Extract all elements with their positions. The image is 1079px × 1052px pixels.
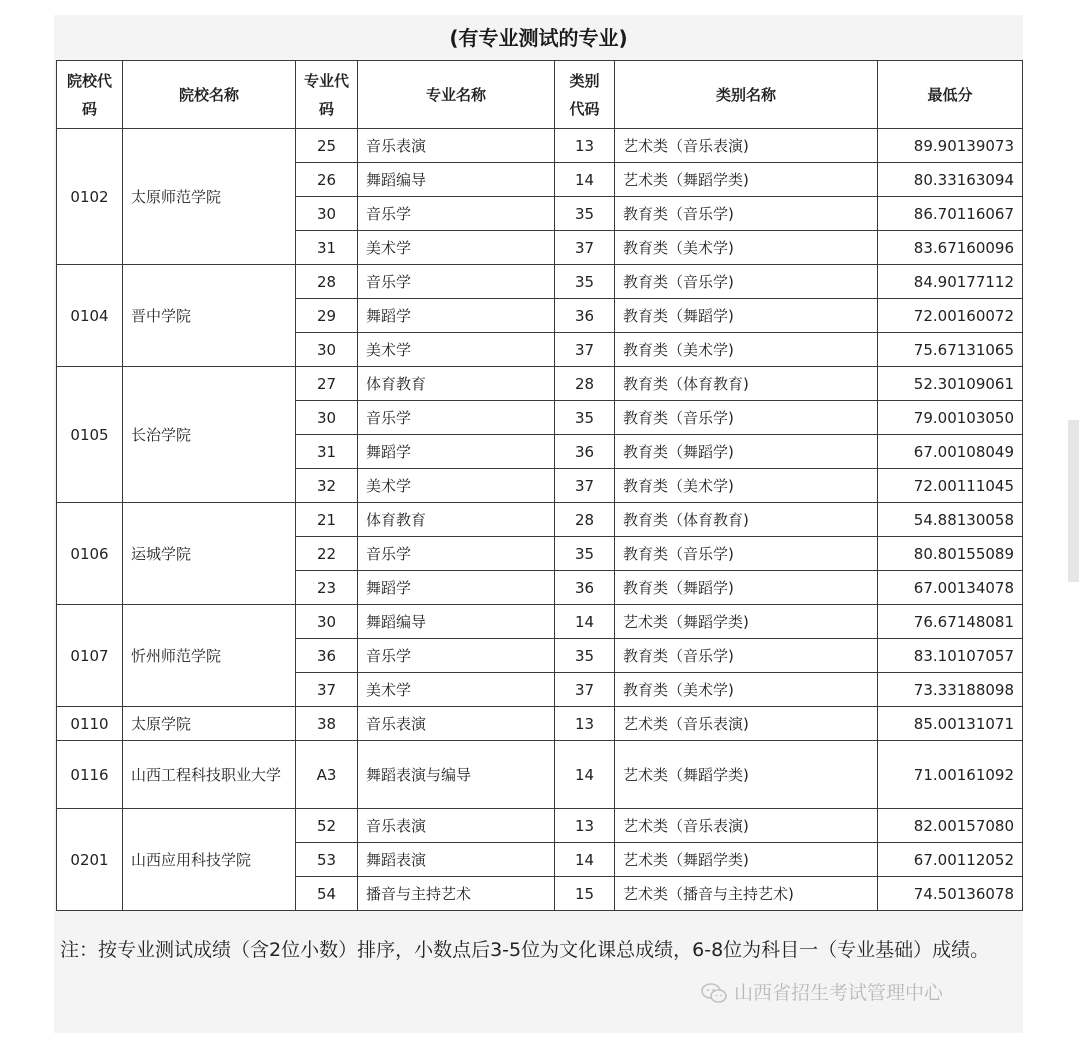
table-row xyxy=(57,707,1023,741)
major-name-cell: 美术学 xyxy=(358,333,555,367)
table-row xyxy=(57,741,1023,809)
category-code-cell: 35 xyxy=(555,639,615,673)
min-score-cell: 80.33163094 xyxy=(878,163,1023,197)
major-code-cell: 30 xyxy=(296,605,358,639)
category-code-cell: 13 xyxy=(555,809,615,843)
major-code-cell: 31 xyxy=(296,435,358,469)
score-table xyxy=(56,60,1023,911)
category-name-cell: 艺术类（播音与主持艺术) xyxy=(615,877,878,911)
min-score-cell: 86.70116067 xyxy=(878,197,1023,231)
major-name-cell: 音乐表演 xyxy=(358,707,555,741)
edge-scroll-strip xyxy=(1068,420,1079,582)
major-name-cell: 音乐学 xyxy=(358,537,555,571)
major-name-cell: 体育教育 xyxy=(358,503,555,537)
min-score-cell: 80.80155089 xyxy=(878,537,1023,571)
category-name-cell: 教育类（音乐学) xyxy=(615,639,878,673)
table-header-row xyxy=(57,61,1023,129)
school-code-cell: 0107 xyxy=(57,605,123,707)
school-name-cell: 山西工程科技职业大学 xyxy=(123,741,296,809)
major-code-cell: 37 xyxy=(296,673,358,707)
table-row xyxy=(57,367,1023,401)
category-name-cell: 教育类（舞蹈学) xyxy=(615,299,878,333)
major-name-cell: 音乐学 xyxy=(358,401,555,435)
category-name-cell: 教育类（美术学) xyxy=(615,469,878,503)
table-body xyxy=(57,129,1023,911)
category-code-cell: 15 xyxy=(555,877,615,911)
major-name-cell: 舞蹈表演 xyxy=(358,843,555,877)
min-score-cell: 85.00131071 xyxy=(878,707,1023,741)
major-name-cell: 美术学 xyxy=(358,673,555,707)
major-code-cell: 32 xyxy=(296,469,358,503)
category-name-cell: 艺术类（舞蹈学类) xyxy=(615,843,878,877)
category-name-cell: 教育类（体育教育) xyxy=(615,503,878,537)
header-school-code: 院校代码 xyxy=(57,61,123,129)
category-name-cell: 艺术类（舞蹈学类) xyxy=(615,163,878,197)
min-score-cell: 83.67160096 xyxy=(878,231,1023,265)
category-name-cell: 艺术类（舞蹈学类) xyxy=(615,605,878,639)
min-score-cell: 67.00134078 xyxy=(878,571,1023,605)
min-score-cell: 54.88130058 xyxy=(878,503,1023,537)
school-name-cell: 运城学院 xyxy=(123,503,296,605)
category-code-cell: 36 xyxy=(555,299,615,333)
major-code-cell: 31 xyxy=(296,231,358,265)
category-code-cell: 37 xyxy=(555,469,615,503)
footnote: 注：按专业测试成绩（含2位小数）排序，小数点后3-5位为文化课总成绩，6-8位为科目一（专业基础）成绩。 xyxy=(60,939,990,961)
category-code-cell: 37 xyxy=(555,231,615,265)
major-name-cell: 舞蹈学 xyxy=(358,435,555,469)
category-code-cell: 37 xyxy=(555,333,615,367)
min-score-cell: 72.00160072 xyxy=(878,299,1023,333)
min-score-cell: 72.00111045 xyxy=(878,469,1023,503)
major-name-cell: 舞蹈学 xyxy=(358,571,555,605)
min-score-cell: 84.90177112 xyxy=(878,265,1023,299)
header-major-name: 专业名称 xyxy=(358,61,555,129)
category-code-cell: 35 xyxy=(555,537,615,571)
table-row xyxy=(57,503,1023,537)
major-name-cell: 舞蹈学 xyxy=(358,299,555,333)
school-name-cell: 山西应用科技学院 xyxy=(123,809,296,911)
category-code-cell: 14 xyxy=(555,605,615,639)
min-score-cell: 73.33188098 xyxy=(878,673,1023,707)
school-code-cell: 0201 xyxy=(57,809,123,911)
category-code-cell: 35 xyxy=(555,197,615,231)
category-code-cell: 36 xyxy=(555,571,615,605)
school-name-cell: 太原师范学院 xyxy=(123,129,296,265)
header-major-code: 专业代码 xyxy=(296,61,358,129)
category-name-cell: 教育类（美术学) xyxy=(615,673,878,707)
category-name-cell: 教育类（舞蹈学) xyxy=(615,571,878,605)
school-name-cell: 晋中学院 xyxy=(123,265,296,367)
min-score-cell: 52.30109061 xyxy=(878,367,1023,401)
major-name-cell: 舞蹈编导 xyxy=(358,605,555,639)
header-school-name: 院校名称 xyxy=(123,61,296,129)
major-name-cell: 体育教育 xyxy=(358,367,555,401)
school-code-cell: 0116 xyxy=(57,741,123,809)
major-name-cell: 舞蹈表演与编导 xyxy=(358,741,555,809)
header-min-score: 最低分 xyxy=(878,61,1023,129)
page-title: (有专业测试的专业) xyxy=(449,26,628,50)
major-code-cell: 30 xyxy=(296,333,358,367)
category-name-cell: 艺术类（音乐表演) xyxy=(615,707,878,741)
major-code-cell: 25 xyxy=(296,129,358,163)
category-code-cell: 14 xyxy=(555,843,615,877)
category-name-cell: 教育类（音乐学) xyxy=(615,537,878,571)
major-code-cell: 36 xyxy=(296,639,358,673)
major-code-cell: A3 xyxy=(296,741,358,809)
school-name-cell: 长治学院 xyxy=(123,367,296,503)
major-code-cell: 26 xyxy=(296,163,358,197)
category-code-cell: 28 xyxy=(555,367,615,401)
major-name-cell: 音乐学 xyxy=(358,265,555,299)
category-name-cell: 艺术类（音乐表演) xyxy=(615,129,878,163)
school-code-cell: 0105 xyxy=(57,367,123,503)
category-name-cell: 教育类（音乐学) xyxy=(615,401,878,435)
min-score-cell: 67.00112052 xyxy=(878,843,1023,877)
major-name-cell: 美术学 xyxy=(358,231,555,265)
major-code-cell: 52 xyxy=(296,809,358,843)
major-code-cell: 21 xyxy=(296,503,358,537)
category-name-cell: 教育类（体育教育) xyxy=(615,367,878,401)
category-code-cell: 35 xyxy=(555,401,615,435)
category-code-cell: 35 xyxy=(555,265,615,299)
wechat-icon xyxy=(700,982,728,1004)
major-code-cell: 23 xyxy=(296,571,358,605)
major-code-cell: 30 xyxy=(296,401,358,435)
school-code-cell: 0110 xyxy=(57,707,123,741)
category-code-cell: 36 xyxy=(555,435,615,469)
major-code-cell: 53 xyxy=(296,843,358,877)
major-code-cell: 27 xyxy=(296,367,358,401)
table-row xyxy=(57,265,1023,299)
watermark-text: 山西省招生考试管理中心 xyxy=(734,982,944,1004)
school-code-cell: 0102 xyxy=(57,129,123,265)
major-name-cell: 音乐表演 xyxy=(358,809,555,843)
major-code-cell: 38 xyxy=(296,707,358,741)
table-row xyxy=(57,809,1023,843)
major-code-cell: 28 xyxy=(296,265,358,299)
category-code-cell: 13 xyxy=(555,707,615,741)
category-name-cell: 教育类（美术学) xyxy=(615,231,878,265)
category-name-cell: 教育类（音乐学) xyxy=(615,197,878,231)
school-name-cell: 太原学院 xyxy=(123,707,296,741)
table-row xyxy=(57,605,1023,639)
category-name-cell: 教育类（美术学) xyxy=(615,333,878,367)
major-name-cell: 音乐表演 xyxy=(358,129,555,163)
header-category-code: 类别代码 xyxy=(555,61,615,129)
category-code-cell: 14 xyxy=(555,741,615,809)
category-code-cell: 13 xyxy=(555,129,615,163)
min-score-cell: 83.10107057 xyxy=(878,639,1023,673)
major-name-cell: 舞蹈编导 xyxy=(358,163,555,197)
school-code-cell: 0104 xyxy=(57,265,123,367)
major-name-cell: 美术学 xyxy=(358,469,555,503)
category-name-cell: 教育类（舞蹈学) xyxy=(615,435,878,469)
min-score-cell: 67.00108049 xyxy=(878,435,1023,469)
min-score-cell: 89.90139073 xyxy=(878,129,1023,163)
min-score-cell: 74.50136078 xyxy=(878,877,1023,911)
major-code-cell: 30 xyxy=(296,197,358,231)
major-code-cell: 29 xyxy=(296,299,358,333)
category-code-cell: 28 xyxy=(555,503,615,537)
school-code-cell: 0106 xyxy=(57,503,123,605)
major-code-cell: 22 xyxy=(296,537,358,571)
min-score-cell: 75.67131065 xyxy=(878,333,1023,367)
min-score-cell: 76.67148081 xyxy=(878,605,1023,639)
watermark xyxy=(700,978,943,1008)
table-row xyxy=(57,129,1023,163)
category-name-cell: 艺术类（舞蹈学类) xyxy=(615,741,878,809)
min-score-cell: 82.00157080 xyxy=(878,809,1023,843)
header-category-name: 类别名称 xyxy=(615,61,878,129)
major-name-cell: 音乐学 xyxy=(358,197,555,231)
major-name-cell: 播音与主持艺术 xyxy=(358,877,555,911)
category-name-cell: 艺术类（音乐表演) xyxy=(615,809,878,843)
min-score-cell: 79.00103050 xyxy=(878,401,1023,435)
major-name-cell: 音乐学 xyxy=(358,639,555,673)
min-score-cell: 71.00161092 xyxy=(878,741,1023,809)
school-name-cell: 忻州师范学院 xyxy=(123,605,296,707)
category-code-cell: 14 xyxy=(555,163,615,197)
category-name-cell: 教育类（音乐学) xyxy=(615,265,878,299)
major-code-cell: 54 xyxy=(296,877,358,911)
category-code-cell: 37 xyxy=(555,673,615,707)
